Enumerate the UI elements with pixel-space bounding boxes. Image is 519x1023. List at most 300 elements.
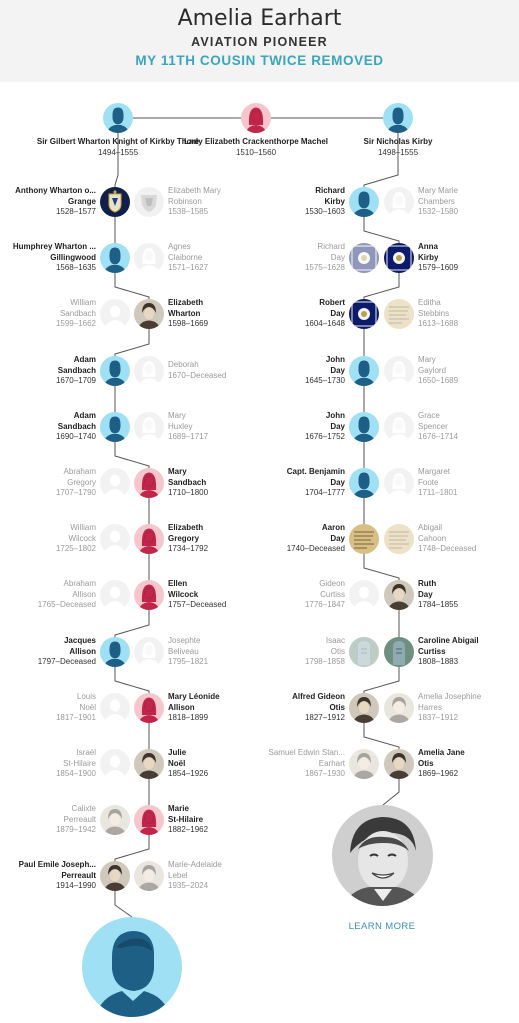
person-years: 1879–1942	[55, 825, 96, 834]
person-name: William	[70, 298, 96, 307]
male-silhouette-icon[interactable]	[100, 637, 130, 667]
person-years: 1795–1821	[168, 657, 209, 666]
male-placeholder-icon-graphic	[349, 580, 379, 610]
portrait-photo-icon[interactable]	[349, 749, 379, 779]
right-spouse-9[interactable]	[305, 636, 345, 668]
portrait-photo-icon[interactable]	[100, 861, 130, 891]
female-silhouette-icon-graphic	[134, 693, 164, 723]
male-silhouette-icon-graphic	[100, 243, 130, 273]
left-spouse-10[interactable]	[56, 692, 96, 724]
person-name: Claiborne	[168, 252, 203, 262]
male-placeholder-icon[interactable]	[100, 580, 130, 610]
connector-line	[364, 723, 399, 749]
person-name: Elizabeth	[168, 298, 204, 307]
male-silhouette-icon[interactable]	[349, 187, 379, 217]
crest-photo-icon-graphic	[134, 187, 164, 217]
portrait-photo-icon-graphic	[100, 861, 130, 891]
user-avatar-icon[interactable]	[82, 917, 182, 1017]
female-placeholder-icon[interactable]	[134, 412, 164, 442]
female-placeholder-icon-graphic	[134, 412, 164, 442]
person-name: William	[70, 523, 96, 532]
person-name: Adam	[73, 411, 96, 420]
person-name: Israël	[76, 748, 96, 757]
female-placeholder-icon[interactable]	[384, 356, 414, 386]
badge-photo-icon[interactable]	[349, 299, 379, 329]
portrait-photo-icon[interactable]	[384, 580, 414, 610]
connector-line	[364, 667, 399, 693]
person-name: Curtiss	[320, 589, 345, 599]
person-name: Abraham	[63, 467, 96, 476]
person-name: Louis	[76, 692, 96, 701]
headstone-photo-icon-graphic	[384, 637, 414, 667]
female-placeholder-icon[interactable]	[384, 468, 414, 498]
person-years: 1914–1990	[55, 881, 96, 890]
male-silhouette-icon[interactable]	[100, 243, 130, 273]
female-placeholder-icon[interactable]	[384, 187, 414, 217]
male-placeholder-icon[interactable]	[100, 524, 130, 554]
person-years: 1676–1752	[304, 432, 345, 441]
right-person-6[interactable]	[287, 467, 345, 499]
badge-photo-icon[interactable]	[349, 243, 379, 273]
left-person-6[interactable]	[168, 467, 208, 499]
person-years: 1538–1585	[168, 207, 209, 216]
page-title: Amelia Earhart	[177, 6, 342, 31]
badge-photo-icon-graphic	[349, 243, 379, 273]
left-spouse-4[interactable]	[168, 360, 226, 381]
person-years: 1710–1800	[168, 488, 209, 497]
right-person-11[interactable]	[418, 748, 465, 780]
person-name: Beliveau	[168, 646, 199, 656]
person-name: Curtiss	[418, 646, 446, 656]
male-placeholder-icon-graphic	[100, 693, 130, 723]
person-years: 1494–1555	[97, 147, 139, 157]
portrait-photo-icon-graphic	[100, 805, 130, 835]
person-years: 1798–1858	[304, 657, 345, 666]
person-name: Stebbins	[418, 308, 450, 318]
person-name: Julie	[168, 748, 187, 757]
male-silhouette-icon-graphic	[383, 103, 413, 133]
connector-line	[115, 273, 149, 299]
right-spouse-7[interactable]	[418, 523, 476, 555]
male-silhouette-icon[interactable]	[349, 468, 379, 498]
person-name: St-Hilaire	[168, 814, 204, 824]
portrait-photo-icon-graphic	[134, 861, 164, 891]
male-placeholder-icon[interactable]	[100, 693, 130, 723]
left-person-10[interactable]	[168, 692, 220, 724]
portrait-photo-icon[interactable]	[349, 693, 379, 723]
right-spouse-2[interactable]	[305, 242, 345, 274]
female-placeholder-icon[interactable]	[134, 637, 164, 667]
left-spouse-2[interactable]	[168, 242, 208, 274]
person-name: Day	[330, 421, 345, 431]
person-name: Allison	[168, 702, 195, 712]
male-placeholder-icon-graphic	[100, 580, 130, 610]
person-name: Marie	[168, 804, 189, 813]
person-name: Adam	[73, 355, 96, 364]
person-name: Caroline Abigail	[418, 636, 479, 645]
person-name: Gaylord	[418, 365, 447, 375]
right-spouse-11[interactable]	[269, 748, 345, 780]
headstone-photo-icon[interactable]	[384, 637, 414, 667]
person-years: 1827–1912	[304, 713, 345, 722]
female-placeholder-icon[interactable]	[134, 356, 164, 386]
right-person-7[interactable]	[287, 523, 345, 555]
person-name: Gregory	[168, 533, 200, 543]
person-years: 1645–1730	[304, 376, 345, 385]
person-name: Allison	[72, 589, 96, 599]
male-silhouette-icon[interactable]	[383, 103, 413, 133]
female-placeholder-icon-graphic	[384, 412, 414, 442]
person-name: Calixte	[71, 804, 96, 813]
male-placeholder-icon[interactable]	[349, 580, 379, 610]
right-person-2[interactable]	[418, 242, 458, 274]
female-placeholder-icon-graphic	[384, 468, 414, 498]
person-years: 1510–1560	[235, 147, 277, 157]
person-years: 1599–1662	[55, 319, 96, 328]
female-silhouette-icon[interactable]	[134, 524, 164, 554]
person-years: 1598–1669	[168, 319, 209, 328]
left-person-9[interactable]	[38, 636, 96, 668]
male-placeholder-icon-graphic	[100, 468, 130, 498]
male-placeholder-icon[interactable]	[100, 468, 130, 498]
badge-photo-icon-graphic	[349, 299, 379, 329]
connector-line	[115, 667, 149, 693]
male-silhouette-icon[interactable]	[103, 103, 133, 133]
person-name: Foote	[418, 477, 439, 487]
right-person-1[interactable]	[305, 186, 345, 218]
female-silhouette-icon-graphic	[134, 580, 164, 610]
right-person-10[interactable]	[292, 692, 345, 724]
person-name: Kirby	[418, 252, 439, 262]
person-name: Richard	[315, 186, 345, 195]
person-name: Josephte	[168, 636, 201, 645]
female-silhouette-icon[interactable]	[241, 103, 271, 133]
right-person-8[interactable]	[418, 579, 458, 611]
person-years: 1690–1740	[55, 432, 96, 441]
person-name: Abraham	[63, 579, 96, 588]
person-name: Alfred Gideon	[292, 692, 345, 701]
male-placeholder-icon-graphic	[100, 524, 130, 554]
person-years: 1935–2024	[168, 881, 209, 890]
person-name: Noël	[79, 702, 96, 712]
coat-of-arms-icon[interactable]	[100, 187, 130, 217]
person-name: John	[325, 411, 345, 420]
female-silhouette-icon-graphic	[134, 468, 164, 498]
person-name: Margaret	[418, 467, 451, 476]
person-name: Day	[330, 252, 345, 262]
person-name: Sandbach	[168, 477, 207, 487]
top-ancestor-3[interactable]	[298, 137, 498, 158]
person-name: Amelia Jane	[418, 748, 465, 757]
person-years: 1748–Deceased	[418, 544, 477, 553]
male-silhouette-icon-graphic	[349, 356, 379, 386]
connector-line	[364, 554, 399, 580]
portrait-photo-icon[interactable]	[134, 299, 164, 329]
relationship-label: MY 11TH COUSIN TWICE REMOVED	[135, 53, 384, 68]
person-name: Lady Elizabeth Crackenthorpe Machel	[183, 137, 329, 146]
person-name: Day	[330, 308, 345, 318]
connector-line	[115, 891, 132, 917]
portrait-photo-icon[interactable]	[100, 805, 130, 835]
person-years: 1711–1801	[418, 488, 458, 497]
female-silhouette-icon[interactable]	[134, 805, 164, 835]
left-spouse-9[interactable]	[168, 636, 208, 668]
left-spouse-7[interactable]	[56, 523, 96, 555]
person-name: Mary	[418, 355, 436, 364]
portrait-photo-icon-graphic	[349, 693, 379, 723]
person-years: 1689–1717	[168, 432, 209, 441]
male-silhouette-icon-graphic	[349, 412, 379, 442]
portrait-photo-icon-graphic	[134, 749, 164, 779]
person-name: Day	[330, 533, 345, 543]
person-years: 1704–1777	[304, 488, 345, 497]
male-placeholder-icon[interactable]	[100, 749, 130, 779]
person-name: Otis	[330, 646, 345, 656]
female-placeholder-icon[interactable]	[384, 412, 414, 442]
left-spouse-13[interactable]	[168, 860, 222, 892]
left-person-1[interactable]	[15, 186, 96, 218]
portrait-photo-icon-graphic	[384, 693, 414, 723]
left-spouse-11[interactable]	[56, 748, 96, 780]
person-years: 1571–1627	[168, 263, 209, 272]
person-name: Allison	[69, 646, 96, 656]
person-years: 1530–1603	[304, 207, 345, 216]
female-silhouette-icon[interactable]	[134, 468, 164, 498]
person-name: Lebel	[168, 870, 188, 880]
left-spouse-3[interactable]	[56, 298, 96, 330]
portrait-photo-icon[interactable]	[384, 749, 414, 779]
person-years: 1707–1790	[55, 488, 96, 497]
left-person-11[interactable]	[168, 748, 208, 780]
person-name: Robert	[319, 298, 345, 307]
right-person-4[interactable]	[305, 355, 345, 387]
person-name: Grange	[67, 196, 96, 206]
person-years: 1650–1689	[418, 376, 459, 385]
person-years: 1776–1847	[304, 600, 345, 609]
person-name: Wharton	[168, 308, 201, 318]
person-years: 1670–Deceased	[168, 370, 227, 380]
person-name: Mary Léonide	[168, 692, 220, 701]
person-years: 1765–Deceased	[37, 600, 96, 609]
person-name: Gideon	[319, 579, 345, 588]
right-spouse-3[interactable]	[418, 298, 458, 330]
person-name: Jacques	[63, 636, 96, 645]
female-placeholder-icon-graphic	[384, 187, 414, 217]
connector-line	[364, 273, 399, 299]
person-name: Day	[330, 365, 345, 375]
person-name: Isaac	[325, 636, 345, 645]
person-years: 1817–1901	[55, 713, 96, 722]
document-photo-icon[interactable]	[349, 524, 379, 554]
left-spouse-8[interactable]	[38, 579, 96, 611]
person-years: 1740–Deceased	[286, 544, 345, 553]
portrait-photo-icon[interactable]	[134, 749, 164, 779]
right-person-9[interactable]	[418, 636, 479, 668]
right-person-3[interactable]	[305, 298, 345, 330]
person-years: 1579–1609	[418, 263, 459, 272]
person-years: 1854–1900	[55, 769, 96, 778]
amelia-earhart-photo-icon[interactable]	[332, 805, 433, 906]
male-silhouette-icon-graphic	[100, 356, 130, 386]
portrait-photo-icon-graphic	[134, 299, 164, 329]
person-name: Marie-Adelaide	[168, 860, 222, 869]
male-placeholder-icon-graphic	[100, 299, 130, 329]
person-years: 1575–1628	[304, 263, 345, 272]
left-spouse-12[interactable]	[56, 804, 96, 836]
person-name: Editha	[418, 298, 441, 307]
page-subtitle: AVIATION PIONEER	[191, 35, 328, 49]
person-name: Grace	[418, 411, 440, 420]
person-name: Anna	[418, 242, 438, 251]
document-photo-icon[interactable]	[384, 299, 414, 329]
female-silhouette-icon[interactable]	[134, 580, 164, 610]
left-spouse-6[interactable]	[56, 467, 96, 499]
portrait-photo-icon[interactable]	[384, 693, 414, 723]
person-name: Anthony Wharton o...	[15, 186, 96, 195]
person-name: Gillingwood	[50, 252, 96, 262]
person-name: Elizabeth	[168, 523, 204, 532]
male-silhouette-icon[interactable]	[100, 356, 130, 386]
person-years: 1604–1648	[304, 319, 345, 328]
right-spouse-8[interactable]	[305, 579, 345, 611]
person-years: 1882–1962	[168, 825, 209, 834]
male-placeholder-icon[interactable]	[100, 299, 130, 329]
left-person-2[interactable]	[13, 242, 96, 274]
female-placeholder-icon[interactable]	[134, 243, 164, 273]
person-years: 1670–1709	[55, 376, 96, 385]
person-name: Noël	[168, 758, 186, 768]
person-name: Abigail	[418, 523, 443, 532]
person-name: Mary Marie	[418, 186, 459, 195]
person-name: Sandbach	[57, 421, 96, 431]
male-silhouette-icon[interactable]	[100, 412, 130, 442]
person-years: 1869–1962	[418, 769, 459, 778]
male-silhouette-icon[interactable]	[349, 356, 379, 386]
headstone-photo-icon[interactable]	[349, 637, 379, 667]
document-photo-icon-graphic	[349, 524, 379, 554]
right-spouse-10[interactable]	[418, 692, 481, 724]
person-years: 1498–1555	[377, 147, 419, 157]
person-name: Sandbach	[57, 365, 96, 375]
person-years: 1854–1926	[168, 769, 209, 778]
headstone-photo-icon-graphic	[349, 637, 379, 667]
person-name: St-Hilaire	[63, 758, 96, 768]
right-spouse-5[interactable]	[418, 411, 458, 443]
left-person-7[interactable]	[168, 523, 208, 555]
person-years: 1784–1855	[418, 600, 459, 609]
person-name: Huxley	[168, 421, 193, 431]
person-name: Richard	[317, 242, 345, 251]
portrait-photo-icon-graphic	[384, 580, 414, 610]
person-name: Harres	[418, 702, 443, 712]
connector-line	[115, 442, 149, 468]
person-name: Ruth	[418, 579, 437, 588]
person-name: Wilcock	[168, 589, 199, 599]
portrait-photo-icon-graphic	[384, 749, 414, 779]
connector-line	[383, 779, 399, 805]
person-name: Aaron	[321, 523, 345, 532]
left-spouse-5[interactable]	[168, 411, 208, 443]
person-years: 1867–1930	[304, 769, 345, 778]
crest-photo-icon[interactable]	[134, 187, 164, 217]
person-years: 1734–1792	[168, 544, 209, 553]
female-placeholder-icon-graphic	[134, 637, 164, 667]
person-name: Amelia Josephine	[418, 692, 482, 701]
left-person-4[interactable]	[56, 355, 96, 387]
person-name: Chambers	[418, 196, 455, 206]
male-placeholder-icon-graphic	[100, 749, 130, 779]
person-years: 1837–1912	[418, 713, 459, 722]
person-name: Perreault	[61, 870, 96, 880]
left-spouse-1[interactable]	[168, 186, 221, 218]
male-silhouette-icon-graphic	[103, 103, 133, 133]
person-name: Samuel Edwin Stan...	[268, 748, 345, 757]
left-person-13[interactable]	[19, 860, 96, 892]
person-name: Earhart	[318, 758, 345, 768]
badge-photo-icon-graphic	[384, 243, 414, 273]
document-photo-icon-graphic	[384, 299, 414, 329]
left-person-8[interactable]	[168, 579, 226, 611]
person-name: Gregory	[67, 477, 96, 487]
male-silhouette-icon-graphic	[100, 412, 130, 442]
person-name: Robinson	[168, 196, 202, 206]
person-name: Ellen	[168, 579, 188, 588]
right-spouse-6[interactable]	[418, 467, 457, 499]
right-spouse-4[interactable]	[418, 355, 458, 387]
person-name: Deborah	[168, 360, 199, 369]
person-name: Sir Gilbert Wharton Knight of Kirkby Thore	[36, 137, 200, 146]
document-photo-icon-graphic	[384, 524, 414, 554]
male-silhouette-icon[interactable]	[349, 412, 379, 442]
left-person-12[interactable]	[168, 804, 208, 836]
male-silhouette-icon-graphic	[100, 637, 130, 667]
document-photo-icon[interactable]	[384, 524, 414, 554]
person-years: 1532–1580	[418, 207, 459, 216]
person-name: Sir Nicholas Kirby	[363, 137, 433, 146]
female-silhouette-icon-graphic	[134, 805, 164, 835]
male-silhouette-icon-graphic	[349, 468, 379, 498]
person-name: Sandbach	[59, 308, 96, 318]
portrait-photo-icon[interactable]	[134, 861, 164, 891]
left-person-3[interactable]	[168, 298, 208, 330]
person-years: 1613–1688	[418, 319, 459, 328]
portrait-photo-icon-graphic	[349, 749, 379, 779]
badge-photo-icon[interactable]	[384, 243, 414, 273]
person-name: Mary	[168, 411, 186, 420]
left-person-5[interactable]	[56, 411, 96, 443]
connector-line	[115, 835, 149, 861]
person-name: Elizabeth Mary	[168, 186, 221, 195]
person-name: Day	[330, 477, 345, 487]
person-years: 1757–Deceased	[168, 600, 227, 609]
right-person-5[interactable]	[305, 411, 345, 443]
person-name: Cahoon	[418, 533, 447, 543]
person-name: Agnes	[168, 242, 191, 251]
person-name: Perreault	[63, 814, 96, 824]
person-name: Otis	[329, 702, 345, 712]
person-name: John	[325, 355, 345, 364]
female-silhouette-icon[interactable]	[134, 693, 164, 723]
right-spouse-1[interactable]	[418, 186, 458, 218]
person-years: 1808–1883	[418, 657, 459, 666]
person-name: Kirby	[324, 196, 345, 206]
person-years: 1797–Deceased	[37, 657, 96, 666]
person-name: Otis	[418, 758, 434, 768]
person-years: 1528–1577	[55, 207, 96, 216]
female-silhouette-icon-graphic	[241, 103, 271, 133]
learn-more-link[interactable]: LEARN MORE	[348, 921, 416, 932]
connector-line	[115, 610, 149, 637]
